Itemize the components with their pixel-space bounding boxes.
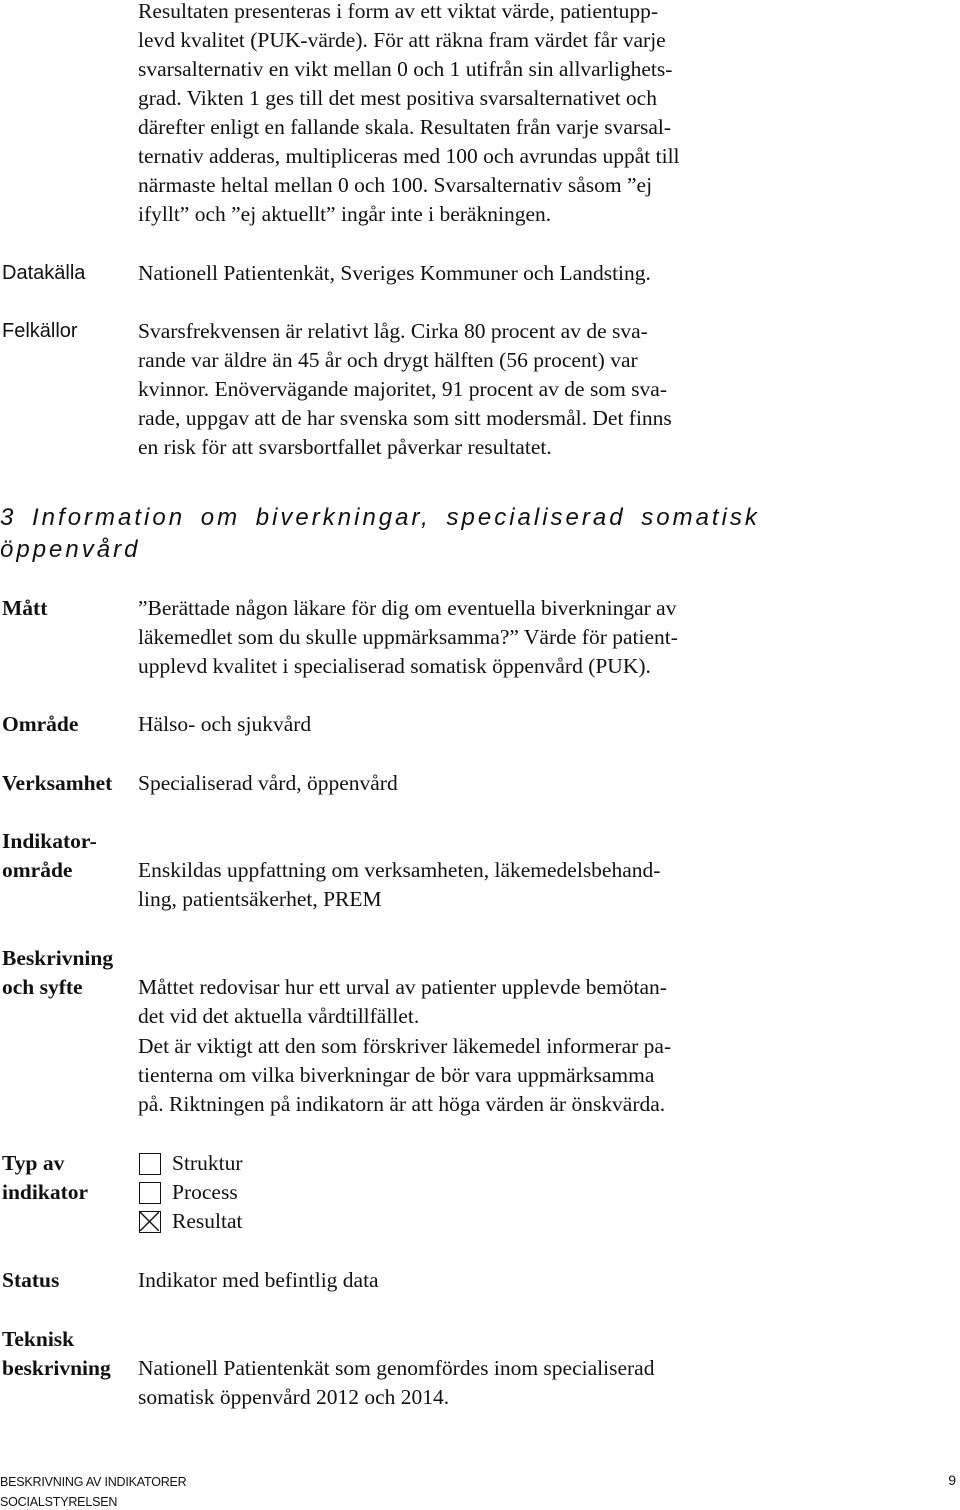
intro-line: Resultaten presenteras i form av ett viktat värde, patientupp-	[138, 0, 658, 23]
intro-line: ifyllt” och ”ej aktuellt” ingår inte i beräkningen.	[138, 202, 552, 226]
indikatoromrade-label-line1: Indikator-	[2, 829, 97, 853]
section-heading-line2: öppenvård	[0, 536, 141, 563]
footer-document-title: BESKRIVNING AV INDIKATORER	[0, 1475, 187, 1489]
status-label: Status	[2, 1268, 60, 1292]
typ-label-line1: Typ av	[2, 1151, 65, 1175]
matt-label: Mått	[2, 596, 48, 620]
process-checkbox[interactable]	[139, 1182, 161, 1204]
omrade-label: Område	[2, 712, 79, 736]
felkallor-line: Svarsfrekvensen är relativt låg. Cirka 80 procent av de sva-	[138, 319, 648, 343]
beskrivning-line: tienterna om vilka biverkningar de bör vara uppmärksamma	[138, 1063, 655, 1087]
felkallor-line: rande var äldre än 45 år och drygt hälften (56 procent) var	[138, 348, 638, 372]
intro-line: svarsalternativ en vikt mellan 0 och 1 utifrån sin allvarlighets-	[138, 57, 673, 81]
felkallor-label: Felkällor	[2, 320, 78, 342]
intro-line: levd kvalitet (PUK-värde). För att räkna fram värdet får varje	[138, 28, 666, 52]
resultat-checkbox[interactable]	[139, 1211, 161, 1233]
beskrivning-label-line2: och syfte	[2, 975, 83, 999]
beskrivning-line: det vid det aktuella vårdtillfället.	[138, 1004, 420, 1028]
intro-line: ternativ adderas, multipliceras med 100 och avrundas uppåt till	[138, 144, 680, 168]
datakalla-text: Nationell Patientenkät, Sveriges Kommuner och Landsting.	[138, 261, 651, 285]
matt-line: upplevd kvalitet i specialiserad somatisk öppenvård (PUK).	[138, 654, 651, 678]
datakalla-label: Datakälla	[2, 262, 86, 284]
teknisk-line: Nationell Patientenkät som genomfördes inom specialiserad	[138, 1356, 655, 1380]
intro-line: grad. Vikten 1 ges till det mest positiva svarsalternativet och	[138, 86, 657, 110]
felkallor-line: en risk för att svarsbortfallet påverkar resultatet.	[138, 435, 552, 459]
teknisk-label-line1: Teknisk	[2, 1327, 75, 1351]
process-label: Process	[172, 1180, 238, 1204]
checkmark-x-icon	[140, 1212, 159, 1231]
omrade-text: Hälso- och sjukvård	[138, 712, 312, 736]
beskrivning-label-line1: Beskrivning	[2, 946, 114, 970]
matt-line: ”Berättade någon läkare för dig om eventuella biverkningar av	[138, 596, 677, 620]
section-heading-line1: 3 Information om biverkningar, specialiserad somatisk	[0, 504, 760, 531]
indikatoromrade-line: Enskildas uppfattning om verksamheten, läkemedelsbehand-	[138, 858, 661, 882]
matt-line: läkemedlet som du skulle uppmärksamma?” Värde för patient-	[138, 625, 678, 649]
status-text: Indikator med befintlig data	[138, 1268, 379, 1292]
felkallor-line: kvinnor. Enövervägande majoritet, 91 procent av de som sva-	[138, 377, 667, 401]
felkallor-line: rade, uppgav att de har svenska som sitt modersmål. Det finns	[138, 406, 672, 430]
beskrivning-line: Det är viktigt att den som förskriver läkemedel informerar pa-	[138, 1034, 672, 1058]
resultat-label: Resultat	[172, 1209, 243, 1233]
teknisk-label-line2: beskrivning	[2, 1356, 111, 1380]
teknisk-line: somatisk öppenvård 2012 och 2014.	[138, 1385, 450, 1409]
beskrivning-line: på. Riktningen på indikatorn är att höga värden är önskvärda.	[138, 1092, 666, 1116]
indikatoromrade-label-line2: område	[2, 858, 73, 882]
beskrivning-line: Måttet redovisar hur ett urval av patienter upplevde bemötan-	[138, 975, 667, 999]
struktur-checkbox[interactable]	[139, 1153, 161, 1175]
verksamhet-label: Verksamhet	[2, 771, 113, 795]
struktur-label: Struktur	[172, 1151, 243, 1175]
indikatoromrade-line: ling, patientsäkerhet, PREM	[138, 887, 382, 911]
footer-publisher: SOCIALSTYRELSEN	[0, 1495, 118, 1509]
intro-line: därefter enligt en fallande skala. Resultaten från varje svarsal-	[138, 115, 672, 139]
intro-line: närmaste heltal mellan 0 och 100. Svarsalternativ såsom ”ej	[138, 173, 653, 197]
typ-label-line2: indikator	[2, 1180, 89, 1204]
verksamhet-text: Specialiserad vård, öppenvård	[138, 771, 398, 795]
page-number: 9	[948, 1472, 956, 1488]
